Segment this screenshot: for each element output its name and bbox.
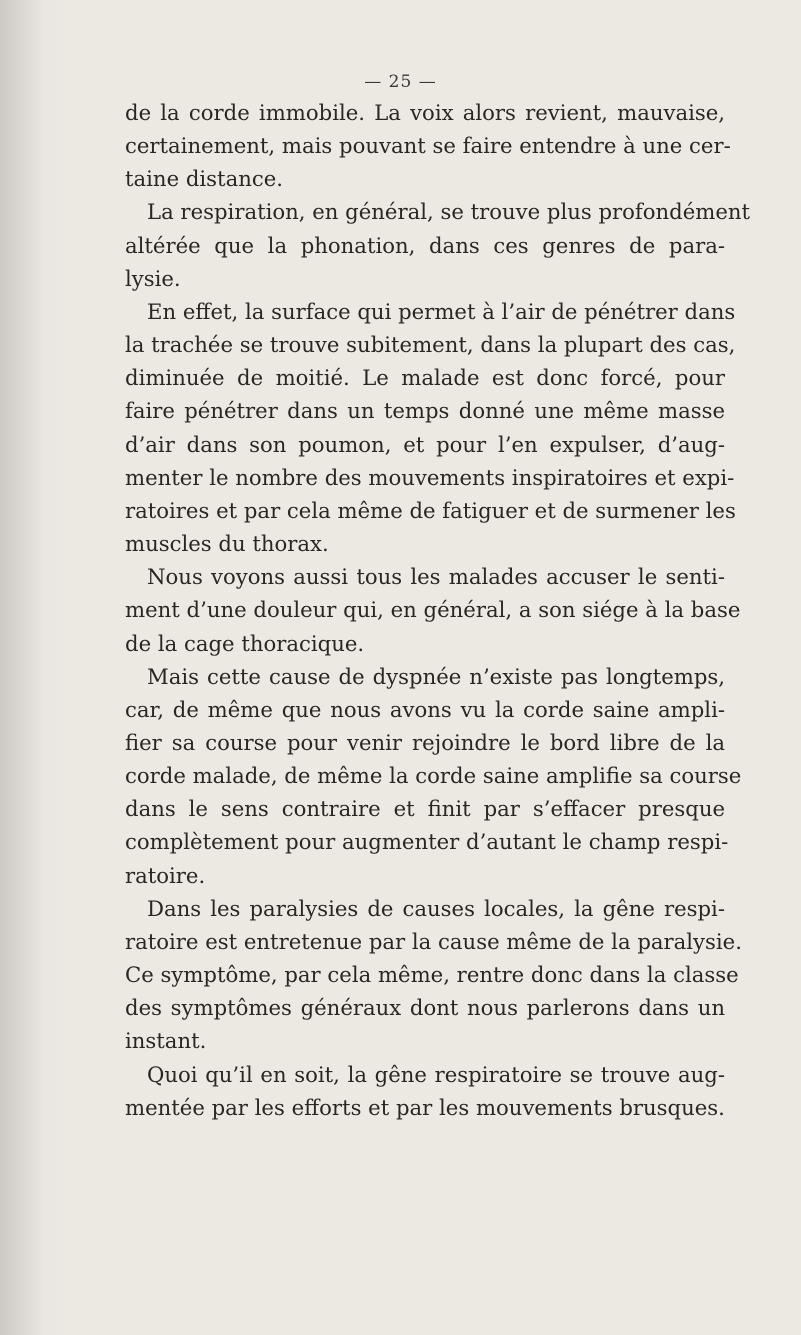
text-line: instant. (125, 1028, 207, 1054)
text-line: des symptômes généraux dont nous parlerons dans un (125, 995, 725, 1021)
body-text (125, 96, 751, 1124)
text-line: ratoire. (125, 862, 206, 888)
text-line: lysie. (125, 265, 181, 291)
page-number: — 25 — (364, 72, 437, 92)
text-line: de la corde immobile. La voix alors revient, mauvaise, (125, 100, 725, 125)
text-line: corde malade, de même la corde saine amplifie sa course (125, 763, 742, 789)
text-line: diminuée de moitié. Le malade est donc forcé, pour (125, 365, 725, 391)
text-line: Ce symptôme, par cela même, rentre donc dans la classe (125, 962, 739, 988)
text-line: de la cage thoracique. (125, 630, 365, 656)
text-line: la trachée se trouve subitement, dans la plupart des cas, (125, 332, 736, 358)
text-line: ratoires et par cela même de fatiguer et de surmener les (125, 497, 736, 523)
text-line: certainement, mais pouvant se faire entendre à une cer- (125, 133, 731, 159)
text-line: Mais cette cause de dyspnée n’existe pas longtemps, (147, 663, 725, 689)
text-line: menter le nombre des mouvements inspiratoires et expi- (125, 464, 735, 490)
text-line: ment d’une douleur qui, en général, a son siége à la base (125, 597, 741, 623)
text-line: muscles du thorax. (125, 531, 329, 557)
text-line: Nous voyons aussi tous les malades accuser le senti- (147, 564, 725, 590)
text-line: taine distance. (125, 166, 283, 192)
text-line: complètement pour augmenter d’autant le champ respi- (125, 829, 729, 855)
text-line: fier sa course pour venir rejoindre le bord libre de la (125, 729, 725, 755)
text-line: La respiration, en général, se trouve plus profondément (147, 199, 751, 225)
text-line: faire pénétrer dans un temps donné une même masse (125, 398, 725, 424)
text-line: mentée par les efforts et par les mouvements brusques. (125, 1094, 725, 1120)
text-line: En effet, la surface qui permet à l’air de pénétrer dans (147, 298, 736, 324)
text-line: car, de même que nous avons vu la corde saine ampli- (125, 696, 725, 722)
text-line: altérée que la phonation, dans ces genres de para- (125, 232, 725, 258)
text-line: Dans les paralysies de causes locales, la gêne respi- (147, 895, 725, 921)
text-line: dans le sens contraire et finit par s’effacer presque (125, 796, 725, 822)
text-line: Quoi qu’il en soit, la gêne respiratoire se trouve aug- (147, 1061, 725, 1087)
text-line: ratoire est entretenue par la cause même de la paralysie. (125, 928, 742, 954)
text-line: d’air dans son poumon, et pour l’en expulser, d’aug- (125, 431, 725, 457)
